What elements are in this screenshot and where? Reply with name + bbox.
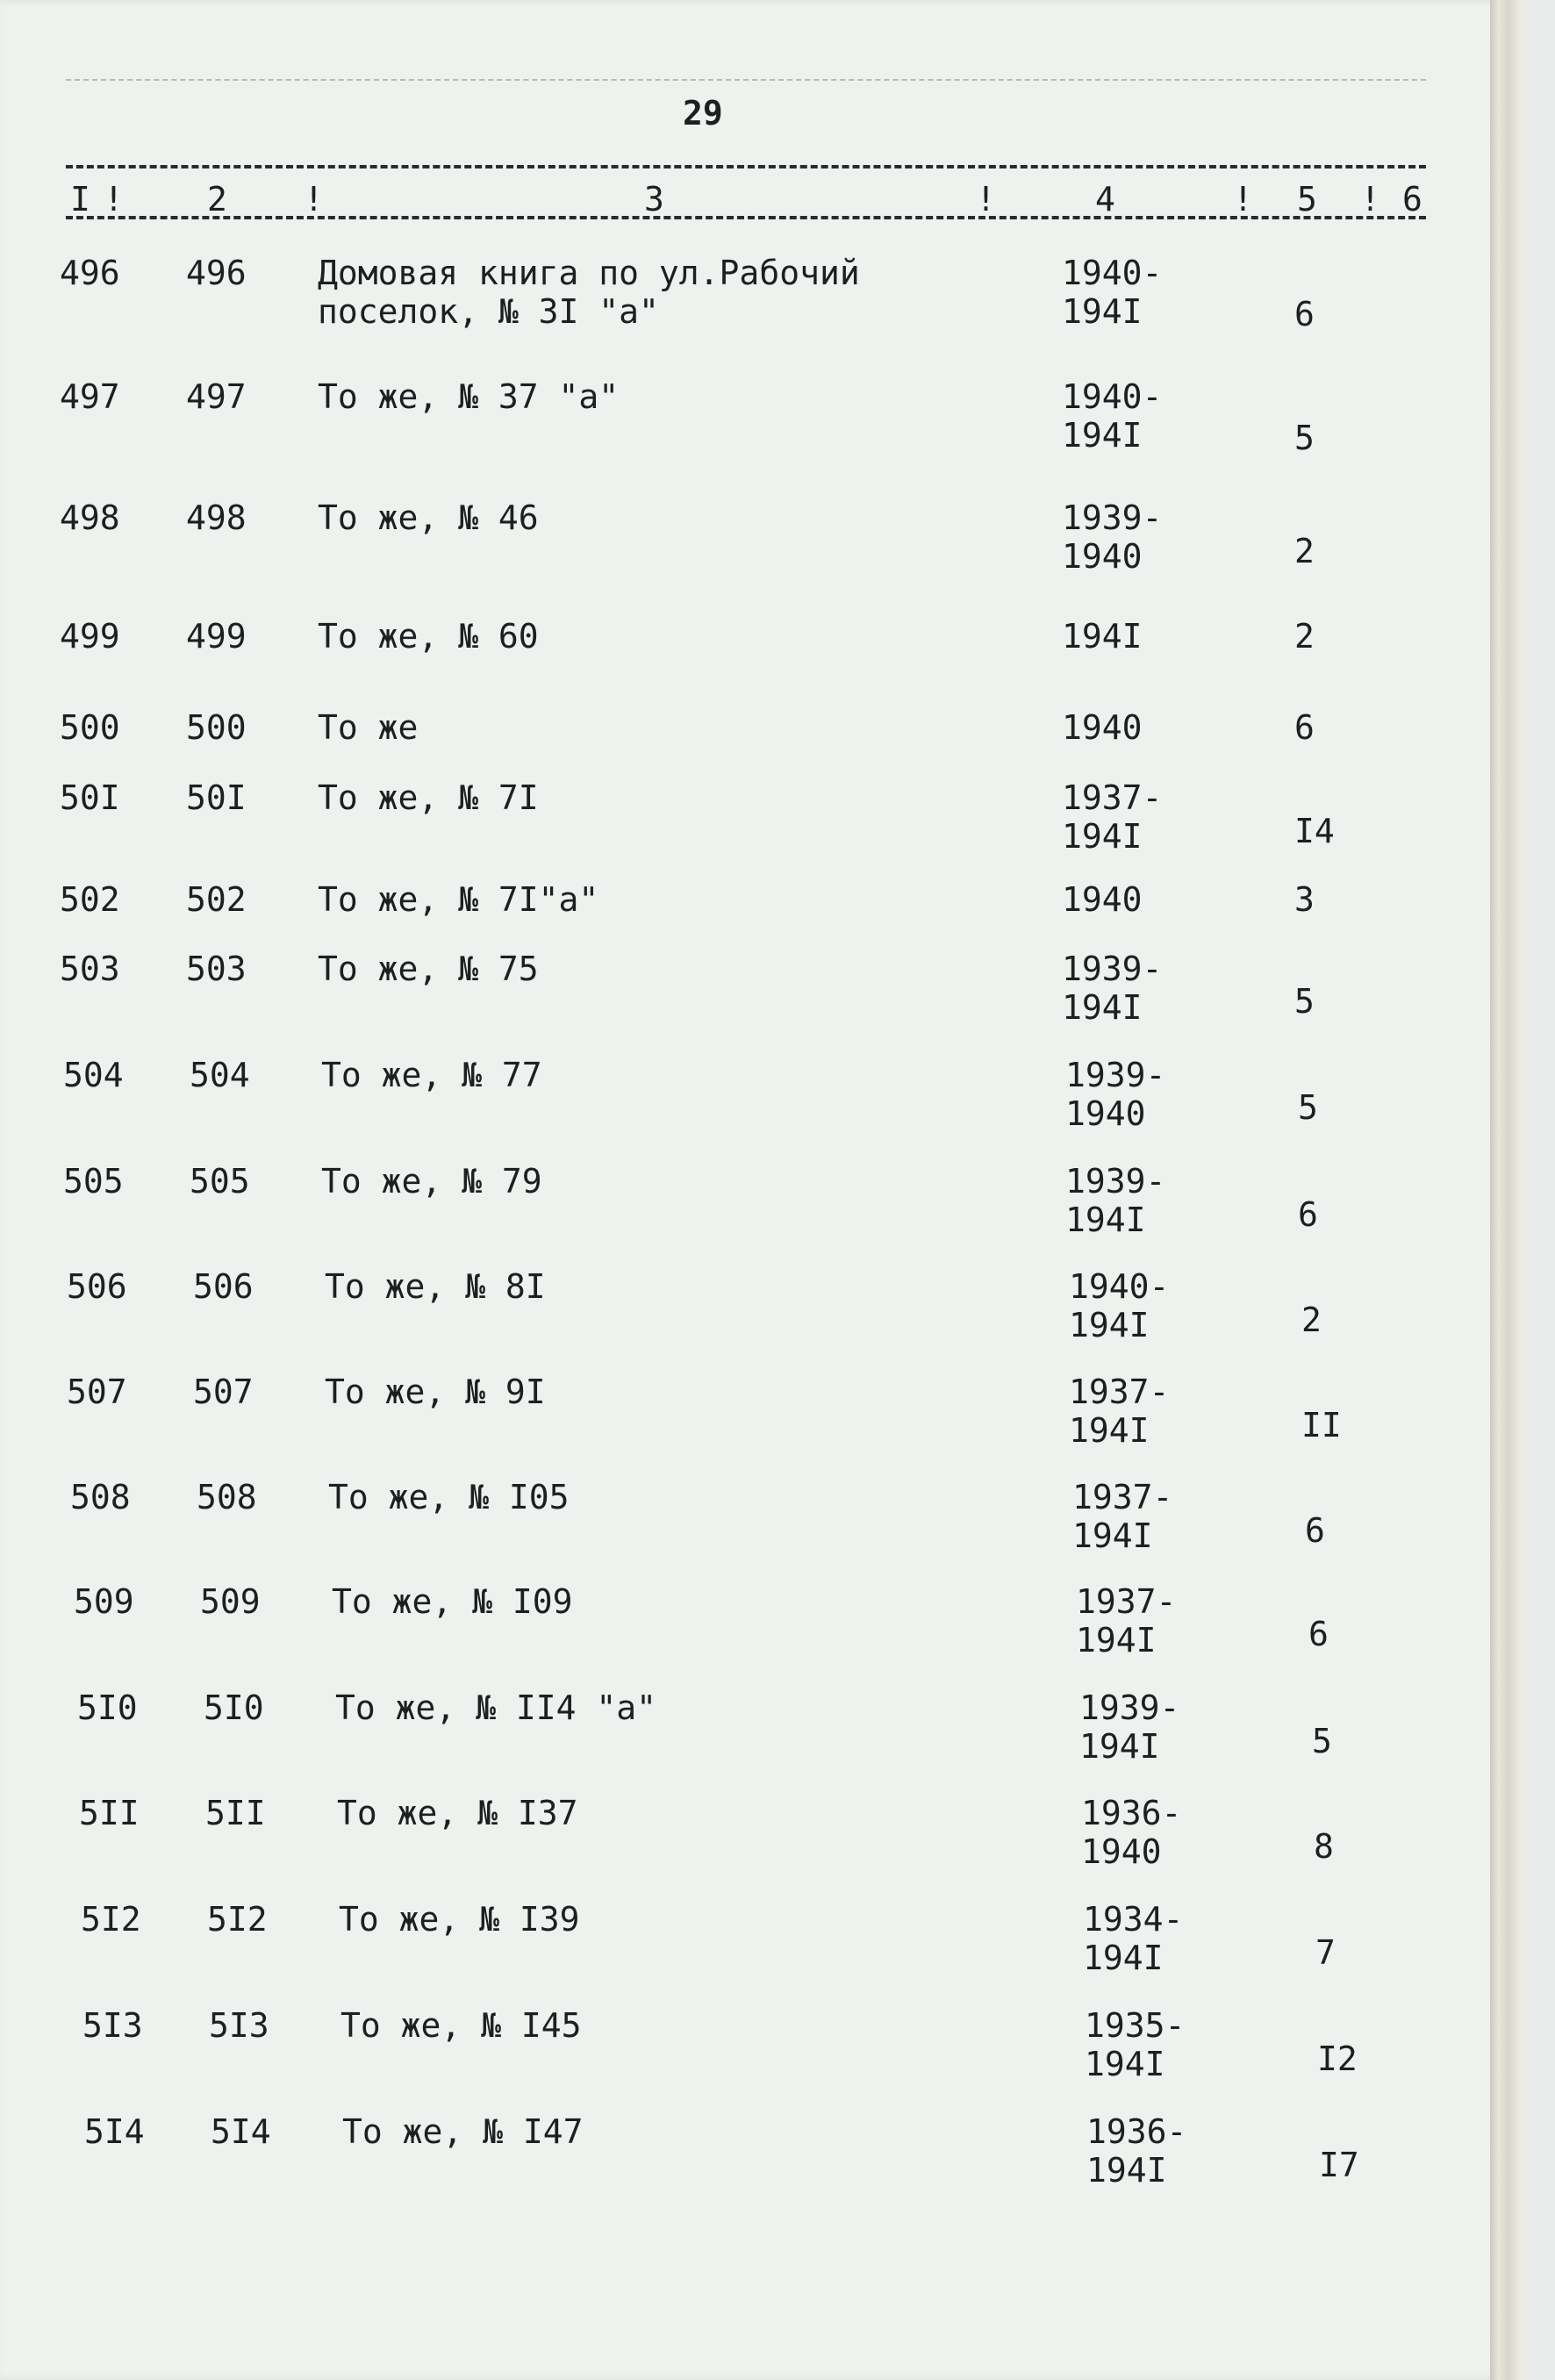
page-number: 29 bbox=[683, 94, 723, 133]
inventory-number: 508 bbox=[70, 1478, 131, 1516]
date-range-start: 1935- bbox=[1085, 2006, 1186, 2045]
case-number: 5I4 bbox=[211, 2112, 271, 2151]
sheet-count: 5 bbox=[1294, 982, 1315, 1021]
header-separator: ! bbox=[1360, 180, 1380, 219]
date-range-start: 1940 bbox=[1062, 708, 1143, 747]
sheet-count: 8 bbox=[1314, 1827, 1334, 1866]
case-number: 504 bbox=[190, 1056, 250, 1094]
sheet-count: 6 bbox=[1308, 1615, 1329, 1653]
table-row bbox=[0, 1582, 1523, 1660]
inventory-number: 504 bbox=[63, 1056, 124, 1094]
date-range-end: 194I bbox=[1065, 1201, 1146, 1239]
case-title: То же, № 7I"а" bbox=[318, 880, 599, 919]
date-range-start: 1940 bbox=[1062, 880, 1143, 919]
date-range-end: 194I bbox=[1086, 2151, 1167, 2190]
table-row bbox=[0, 1162, 1523, 1239]
sheet-count: I4 bbox=[1294, 812, 1335, 850]
date-range-start: 1936- bbox=[1081, 1794, 1182, 1832]
sheet-count: 6 bbox=[1294, 708, 1315, 747]
case-title: То же, № 77 bbox=[321, 1056, 542, 1094]
case-title: То же, № I05 bbox=[328, 1478, 570, 1516]
date-range-start: 1939- bbox=[1065, 1162, 1166, 1201]
case-number: 506 bbox=[193, 1267, 254, 1306]
table-row bbox=[0, 880, 1523, 936]
sheet-count: I7 bbox=[1319, 2146, 1359, 2184]
table-row bbox=[0, 1373, 1523, 1450]
date-range-start: 1940- bbox=[1069, 1267, 1170, 1306]
sheet-count: 2 bbox=[1294, 532, 1315, 570]
case-title: То же, № I45 bbox=[340, 2006, 582, 2045]
inventory-number: 497 bbox=[60, 377, 120, 416]
inventory-number: 498 bbox=[60, 498, 120, 537]
table-row bbox=[0, 1688, 1523, 1766]
sheet-count: 2 bbox=[1294, 617, 1315, 656]
header-separator: ! bbox=[304, 180, 324, 219]
top-divider bbox=[66, 79, 1426, 81]
case-number: 498 bbox=[186, 498, 247, 537]
header-col-2: 2 bbox=[207, 180, 227, 219]
table-row bbox=[0, 498, 1523, 576]
case-title: То же, № I37 bbox=[337, 1794, 578, 1832]
inventory-number: 5I4 bbox=[84, 2112, 145, 2151]
table-row bbox=[0, 950, 1523, 1027]
sheet-count: 6 bbox=[1298, 1195, 1318, 1234]
sheet-count: 7 bbox=[1315, 1933, 1336, 1972]
table-row bbox=[0, 1478, 1523, 1555]
inventory-number: 496 bbox=[60, 254, 120, 292]
inventory-number: 505 bbox=[63, 1162, 124, 1201]
date-range-start: 1939- bbox=[1079, 1688, 1180, 1727]
inventory-number: 5I2 bbox=[81, 1900, 141, 1939]
case-number: 507 bbox=[193, 1373, 254, 1411]
sheet-count: 5 bbox=[1312, 1722, 1332, 1760]
date-range-start: 1937- bbox=[1072, 1478, 1173, 1516]
case-title: То же, № 46 bbox=[318, 498, 539, 537]
table-row bbox=[0, 2006, 1523, 2083]
date-range-start: 1937- bbox=[1062, 778, 1163, 817]
inventory-number: 5I3 bbox=[82, 2006, 143, 2045]
header-col-6: 6 bbox=[1402, 180, 1422, 219]
date-range-end: 194I bbox=[1062, 988, 1143, 1027]
table-row bbox=[0, 708, 1523, 763]
case-title-continued: поселок, № 3I "а" bbox=[318, 292, 659, 331]
header-separator: ! bbox=[1233, 180, 1253, 219]
date-range-start: 1934- bbox=[1083, 1900, 1184, 1939]
table-row bbox=[0, 2112, 1523, 2190]
date-range-end: 194I bbox=[1072, 1516, 1153, 1555]
date-range-end: 1940 bbox=[1062, 537, 1143, 576]
table-row bbox=[0, 617, 1523, 672]
date-range-start: 1940- bbox=[1062, 254, 1163, 292]
date-range-end: 194I bbox=[1069, 1411, 1150, 1450]
page-edge bbox=[1490, 0, 1523, 2380]
inventory-number: 5II bbox=[79, 1794, 140, 1832]
table-row bbox=[0, 778, 1523, 856]
date-range-start: 1940- bbox=[1062, 377, 1163, 416]
sheet-count: 5 bbox=[1294, 419, 1315, 457]
case-title: То же, № 60 bbox=[318, 617, 539, 656]
sheet-count: 6 bbox=[1294, 295, 1315, 333]
inventory-number: 50I bbox=[60, 778, 120, 817]
header-col-5: 5 bbox=[1297, 180, 1317, 219]
case-number: 503 bbox=[186, 950, 247, 988]
case-title: То же, № 9I bbox=[325, 1373, 546, 1411]
date-range-end: 194I bbox=[1062, 292, 1143, 331]
case-number: 509 bbox=[200, 1582, 261, 1621]
header-rule-top bbox=[66, 165, 1426, 168]
case-title: То же, № 37 "а" bbox=[318, 377, 620, 416]
date-range-end: 194I bbox=[1085, 2045, 1165, 2083]
date-range-start: 1936- bbox=[1086, 2112, 1187, 2151]
case-title: То же, № 79 bbox=[321, 1162, 542, 1201]
header-col-1: I bbox=[70, 180, 90, 219]
table-row bbox=[0, 1267, 1523, 1344]
case-title: Домовая книга по ул.Рабочий bbox=[318, 254, 860, 292]
table-row bbox=[0, 1900, 1523, 1977]
inventory-number: 507 bbox=[67, 1373, 127, 1411]
header-rule-bottom bbox=[66, 216, 1426, 219]
case-number: 502 bbox=[186, 880, 247, 919]
date-range-end: 194I bbox=[1062, 817, 1143, 856]
header-separator: ! bbox=[104, 180, 124, 219]
case-title: То же, № 75 bbox=[318, 950, 539, 988]
header-separator: ! bbox=[976, 180, 996, 219]
date-range-end: 194I bbox=[1079, 1727, 1160, 1766]
case-number: 5I0 bbox=[204, 1688, 264, 1727]
sheet-count: 3 bbox=[1294, 880, 1315, 919]
case-number: 5II bbox=[205, 1794, 266, 1832]
case-number: 5I2 bbox=[207, 1900, 268, 1939]
date-range-end: 1940 bbox=[1065, 1094, 1146, 1133]
case-title: То же, № I47 bbox=[342, 2112, 584, 2151]
sheet-count: I2 bbox=[1317, 2039, 1358, 2078]
table-row bbox=[0, 1056, 1523, 1133]
case-title: То же, № I39 bbox=[339, 1900, 580, 1939]
date-range-end: 194I bbox=[1062, 416, 1143, 455]
sheet-count: 5 bbox=[1298, 1088, 1318, 1127]
case-number: 50I bbox=[186, 778, 247, 817]
table-row bbox=[0, 377, 1523, 457]
case-title: То же, № 7I bbox=[318, 778, 539, 817]
inventory-number: 506 bbox=[67, 1267, 127, 1306]
inventory-number: 502 bbox=[60, 880, 120, 919]
header-col-3: 3 bbox=[644, 180, 664, 219]
case-title: То же, № II4 "а" bbox=[335, 1688, 657, 1727]
inventory-number: 499 bbox=[60, 617, 120, 656]
inventory-number: 5I0 bbox=[77, 1688, 138, 1727]
case-number: 508 bbox=[197, 1478, 257, 1516]
sheet-count: 6 bbox=[1305, 1511, 1325, 1550]
date-range-start: 1937- bbox=[1069, 1373, 1170, 1411]
sheet-count: II bbox=[1301, 1406, 1342, 1444]
date-range-start: 1937- bbox=[1076, 1582, 1177, 1621]
sheet-count: 2 bbox=[1301, 1301, 1322, 1339]
case-title: То же, № I09 bbox=[332, 1582, 573, 1621]
date-range-start: 1939- bbox=[1062, 498, 1163, 537]
case-title: То же, № 8I bbox=[325, 1267, 546, 1306]
date-range-end: 194I bbox=[1083, 1939, 1164, 1977]
date-range-end: 194I bbox=[1076, 1621, 1157, 1660]
case-number: 500 bbox=[186, 708, 247, 747]
case-number: 497 bbox=[186, 377, 247, 416]
header-col-4: 4 bbox=[1095, 180, 1115, 219]
case-title: То же bbox=[318, 708, 419, 747]
case-number: 505 bbox=[190, 1162, 250, 1201]
inventory-number: 503 bbox=[60, 950, 120, 988]
date-range-start: 1939- bbox=[1065, 1056, 1166, 1094]
table-row bbox=[0, 254, 1523, 333]
case-number: 5I3 bbox=[209, 2006, 269, 2045]
case-number: 499 bbox=[186, 617, 247, 656]
date-range-end: 194I bbox=[1069, 1306, 1150, 1344]
inventory-number: 509 bbox=[74, 1582, 134, 1621]
inventory-number: 500 bbox=[60, 708, 120, 747]
table-row bbox=[0, 1794, 1523, 1871]
date-range-start: 194I bbox=[1062, 617, 1143, 656]
date-range-end: 1940 bbox=[1081, 1832, 1162, 1871]
date-range-start: 1939- bbox=[1062, 950, 1163, 988]
case-number: 496 bbox=[186, 254, 247, 292]
